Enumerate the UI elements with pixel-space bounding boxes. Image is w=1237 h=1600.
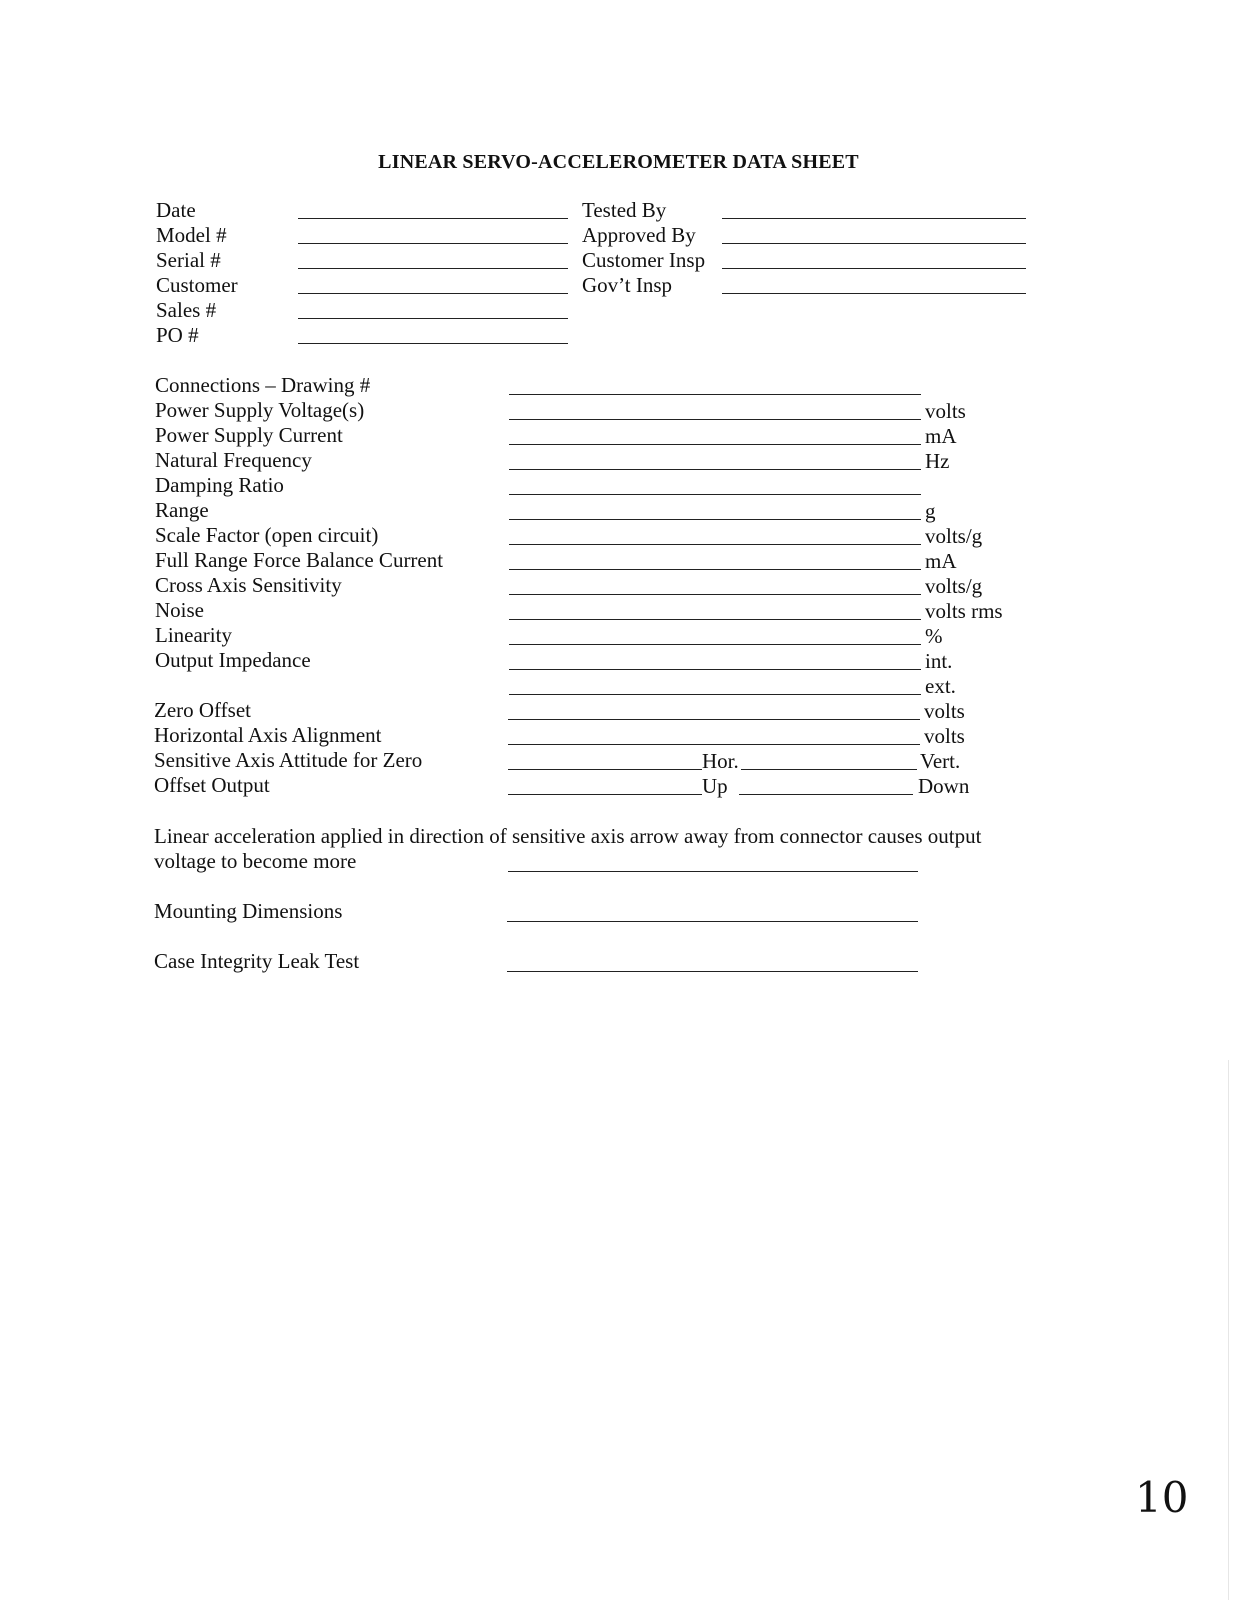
spec-field-connections[interactable] [509, 394, 921, 395]
date-label: Date [156, 198, 196, 222]
spec-unit-supply-current: mA [925, 424, 957, 448]
spec-unit-output-impedance-int: int. [925, 649, 953, 673]
spec-field-output-impedance-ext[interactable] [509, 694, 921, 695]
po-label: PO # [156, 323, 199, 347]
offset-up-unit: Up [702, 774, 728, 798]
spec-field-output-impedance-int[interactable] [509, 669, 921, 670]
spec-label-connections: Connections – Drawing # [155, 373, 371, 397]
offset-output-label: Offset Output [154, 773, 270, 797]
spec-field-horizontal-axis[interactable] [508, 744, 920, 745]
spec-unit-linearity: % [925, 624, 943, 648]
spec-unit-horizontal-axis: volts [924, 724, 965, 748]
spec-field-linearity[interactable] [509, 644, 921, 645]
model-field[interactable] [298, 243, 568, 244]
spec-field-range[interactable] [509, 519, 921, 520]
statement-line-2: voltage to become more [154, 849, 357, 873]
tested-by-label: Tested By [582, 198, 667, 222]
serial-label: Serial # [156, 248, 221, 272]
customer-insp-label: Customer Insp [582, 248, 706, 272]
spec-label-linearity: Linearity [155, 623, 232, 647]
offset-down-unit: Down [918, 774, 970, 798]
date-field[interactable] [298, 218, 568, 219]
govt-insp-label: Gov’t Insp [582, 273, 673, 297]
scan-edge-divider [1228, 1060, 1229, 1600]
attitude-vert-unit: Vert. [920, 749, 961, 773]
offset-down-field[interactable] [739, 794, 913, 795]
serial-field[interactable] [298, 268, 568, 269]
spec-label-supply-voltage: Power Supply Voltage(s) [155, 398, 365, 422]
spec-label-scale-factor: Scale Factor (open circuit) [155, 523, 379, 547]
sales-label: Sales # [156, 298, 217, 322]
spec-unit-cross-axis: volts/g [925, 574, 983, 598]
customer-insp-field[interactable] [722, 268, 1026, 269]
spec-field-force-balance-current[interactable] [509, 569, 921, 570]
spec-label-supply-current: Power Supply Current [155, 423, 343, 447]
spec-field-cross-axis[interactable] [509, 594, 921, 595]
approved-by-field[interactable] [722, 243, 1026, 244]
approved-by-label: Approved By [582, 223, 696, 247]
spec-field-scale-factor[interactable] [509, 544, 921, 545]
attitude-hor-field[interactable] [508, 769, 702, 770]
sales-field[interactable] [298, 318, 568, 319]
model-label: Model # [156, 223, 227, 247]
spec-field-damping-ratio[interactable] [509, 494, 921, 495]
spec-unit-supply-voltage: volts [925, 399, 966, 423]
mounting-label: Mounting Dimensions [154, 899, 343, 923]
spec-field-noise[interactable] [509, 619, 921, 620]
spec-label-noise: Noise [155, 598, 204, 622]
leak-test-label: Case Integrity Leak Test [154, 949, 360, 973]
spec-label-force-balance-current: Full Range Force Balance Current [155, 548, 444, 572]
spec-unit-zero-offset: volts [924, 699, 965, 723]
spec-label-horizontal-axis: Horizontal Axis Alignment [154, 723, 382, 747]
customer-label: Customer [156, 273, 238, 297]
spec-field-supply-current[interactable] [509, 444, 921, 445]
spec-label-cross-axis: Cross Axis Sensitivity [155, 573, 342, 597]
spec-label-natural-frequency: Natural Frequency [155, 448, 312, 472]
offset-up-field[interactable] [508, 794, 702, 795]
spec-label-damping-ratio: Damping Ratio [155, 473, 284, 497]
spec-label-range: Range [155, 498, 209, 522]
spec-field-supply-voltage[interactable] [509, 419, 921, 420]
mounting-field[interactable] [507, 921, 918, 922]
spec-unit-scale-factor: volts/g [925, 524, 983, 548]
statement-field[interactable] [508, 871, 918, 872]
page-title: LINEAR SERVO-ACCELEROMETER DATA SHEET [378, 151, 859, 173]
attitude-hor-unit: Hor. [702, 749, 739, 773]
po-field[interactable] [298, 343, 568, 344]
attitude-label: Sensitive Axis Attitude for Zero [154, 748, 423, 772]
statement-line-1: Linear acceleration applied in direction of sensitive axis arrow away from connector causes output [154, 824, 982, 848]
spec-unit-output-impedance-ext: ext. [925, 674, 956, 698]
govt-insp-field[interactable] [722, 293, 1026, 294]
customer-field[interactable] [298, 293, 568, 294]
page-number: 10 [1135, 1473, 1189, 1522]
spec-unit-range: g [925, 499, 936, 523]
spec-field-natural-frequency[interactable] [509, 469, 921, 470]
tested-by-field[interactable] [722, 218, 1026, 219]
attitude-vert-field[interactable] [741, 769, 917, 770]
spec-label-output-impedance: Output Impedance [155, 648, 311, 672]
leak-test-field[interactable] [507, 971, 918, 972]
spec-label-zero-offset: Zero Offset [154, 698, 251, 722]
spec-field-zero-offset[interactable] [508, 719, 920, 720]
spec-unit-natural-frequency: Hz [925, 449, 950, 473]
spec-unit-force-balance-current: mA [925, 549, 957, 573]
spec-unit-noise: volts rms [925, 599, 1003, 623]
